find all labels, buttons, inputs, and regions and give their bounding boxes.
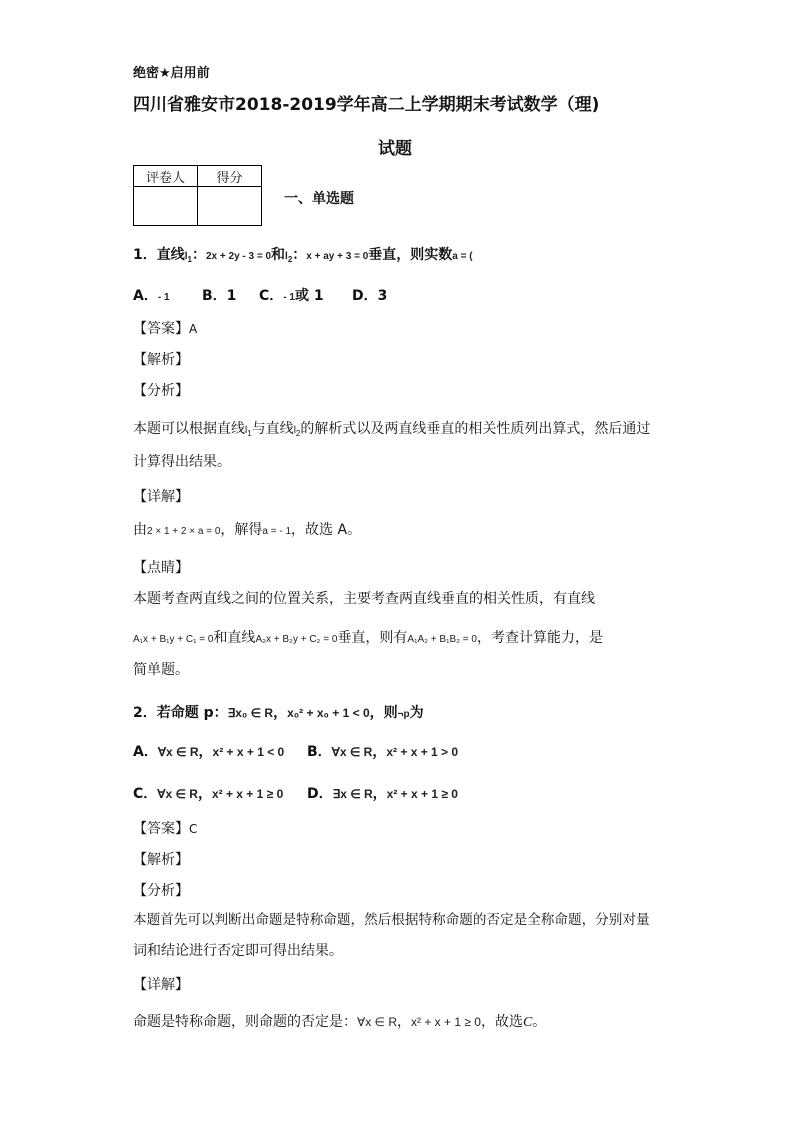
- answer-value: A: [189, 322, 198, 336]
- section-title: 一、单选题: [284, 191, 354, 207]
- text: ，故选: [480, 1014, 523, 1030]
- l2-subscript: 2: [295, 429, 301, 438]
- text: 与直线: [251, 421, 294, 437]
- opt-label: D．: [307, 786, 333, 802]
- page-title: 四川省雅安市2018-2019学年高二上学期期末考试数学（理): [133, 95, 600, 115]
- q1-dianjing-line1: 本题考查两直线之间的位置关系，主要考查两直线垂直的相关性质，有直线: [133, 591, 595, 607]
- score-header: 得分: [198, 166, 262, 187]
- l1-symbol: l: [184, 251, 188, 262]
- quantifier: ∀x ∈ R: [357, 1015, 397, 1029]
- comma: ，: [372, 744, 387, 760]
- equation: 2 × 1 + 2 × a = 0: [147, 526, 221, 537]
- answer-label: 【答案】: [133, 821, 189, 837]
- text: 的解析式以及两直线垂直的相关性质列出算式，然后通过: [300, 421, 651, 437]
- opt-value: x² + x + 1 ≥ 0: [211, 787, 284, 801]
- equation: A₂x + B₂y + C₂ = 0: [255, 634, 338, 645]
- l2-subscript: 2: [287, 255, 293, 264]
- text: 垂直，则有: [337, 630, 408, 646]
- q1-fenxi-label: 【分析】: [133, 383, 189, 399]
- opt-label: C．: [133, 786, 158, 802]
- quantifier: ∀x ∈ R: [157, 745, 199, 759]
- q2-fenxi-line2: 词和结论进行否定即可得出结果。: [133, 943, 343, 959]
- q2-number: 2．若命题 p：: [133, 705, 228, 721]
- q2-condition2: x₀² + x₀ + 1 < 0: [287, 706, 370, 720]
- q1-option-a: [133, 285, 170, 305]
- comma: ，: [397, 1014, 411, 1030]
- l1-subscript: 1: [247, 429, 252, 438]
- l1-symbol: l: [245, 425, 248, 436]
- neg-p: ¬p: [397, 709, 410, 720]
- opt-label: C．: [259, 288, 284, 304]
- q1-stem: [133, 244, 473, 264]
- solution: a = - 1: [262, 526, 292, 537]
- q1-and: 和: [271, 247, 286, 263]
- expression: x² + x + 1 ≥ 0: [411, 1015, 481, 1029]
- q2-option-a: [133, 741, 284, 761]
- q1-dianjing-label: 【点睛】: [133, 560, 189, 576]
- text: 本题可以根据直线: [133, 421, 245, 437]
- q2-option-d: [307, 783, 458, 803]
- text: 为: [409, 705, 424, 721]
- choice-letter: C: [522, 1015, 533, 1030]
- q1-eq2: x + ay + 3 = 0: [306, 251, 369, 262]
- comma: ，: [372, 786, 387, 802]
- q1-fenxi-line2: 计算得出结果。: [133, 454, 231, 470]
- q1-eq1: 2x + 2y - 3 = 0: [205, 251, 272, 262]
- q2-answer: [133, 818, 197, 838]
- text: 和直线: [213, 630, 256, 646]
- q2-xiangjie-label: 【详解】: [133, 977, 189, 993]
- l2-symbol: l: [285, 251, 288, 262]
- q2-option-b: [307, 741, 458, 761]
- grade-table: [133, 165, 262, 226]
- quantifier: ∃x ∈ R: [332, 787, 373, 801]
- q1-var: a = (: [452, 251, 473, 262]
- q2-fenxi-label: 【分析】: [133, 883, 189, 899]
- text: 由: [133, 522, 147, 538]
- opt-value: x² + x + 1 ≥ 0: [386, 787, 458, 801]
- q2-fenxi-line1: 本题首先可以判断出命题是特称命题，然后根据特称命题的否定是全称命题，分别对量: [133, 912, 650, 928]
- grader-header: 评卷人: [134, 166, 198, 187]
- q1-fenxi-line1: [133, 419, 650, 444]
- opt-value: x² + x + 1 > 0: [386, 745, 459, 759]
- opt-label: A．: [133, 288, 158, 304]
- comma: ，: [273, 705, 288, 721]
- grader-cell: [134, 187, 198, 226]
- text: ，故选 A。: [291, 522, 362, 538]
- opt-label: A．: [133, 744, 158, 760]
- q1-answer: [133, 318, 197, 338]
- opt-label: B．: [307, 744, 332, 760]
- quantifier: ∀x ∈ R: [331, 745, 373, 759]
- q1-dianjing-line3: 简单题。: [133, 662, 189, 678]
- comma: ，: [198, 744, 213, 760]
- q1-colon1: ：: [191, 247, 206, 263]
- answer-label: 【答案】: [133, 321, 189, 337]
- comma: ，: [197, 786, 212, 802]
- text: 。: [532, 1014, 547, 1030]
- q2-jiexi: 【解析】: [133, 852, 189, 868]
- q1-dianjing-line2: [133, 628, 603, 650]
- q1-number: 1．直线: [133, 247, 185, 263]
- secret-label: 绝密★启用前: [133, 66, 210, 81]
- l1-subscript: 1: [187, 255, 192, 264]
- q1-xiangjie-label: 【详解】: [133, 489, 189, 505]
- q2-xiangjie-text: [133, 1012, 546, 1033]
- q1-option-d: D．3: [352, 288, 388, 304]
- text: ，解得: [220, 522, 263, 538]
- opt-value: - 1: [283, 292, 295, 303]
- q2-option-c: [133, 783, 283, 803]
- q2-stem: [133, 702, 424, 722]
- q1-colon2: ：: [292, 247, 307, 263]
- q1-tail: 垂直，则实数: [368, 247, 453, 263]
- opt-tail: 或 1: [294, 288, 324, 304]
- opt-value: - 1: [157, 292, 170, 303]
- text: ，考查计算能力，是: [476, 630, 603, 646]
- q1-xiangjie-text: [133, 520, 361, 542]
- q1-jiexi: 【解析】: [133, 352, 189, 368]
- equation: A₁A₂ + B₁B₂ = 0: [407, 634, 477, 645]
- q2-condition1: ∃x₀ ∈ R: [227, 706, 274, 720]
- text: ，则: [369, 705, 398, 721]
- answer-value: C: [189, 822, 198, 836]
- equation: A₁x + B₁y + C₁ = 0: [133, 634, 214, 645]
- opt-value: x² + x + 1 < 0: [212, 745, 285, 759]
- score-cell: [198, 187, 262, 226]
- quantifier: ∀x ∈ R: [157, 787, 198, 801]
- text: 命题是特称命题，则命题的否定是：: [133, 1014, 357, 1030]
- l2-symbol: l: [293, 425, 296, 436]
- q1-option-b: B．1: [202, 288, 237, 304]
- page-title-line2: 试题: [378, 139, 412, 159]
- q1-option-c: [259, 285, 324, 305]
